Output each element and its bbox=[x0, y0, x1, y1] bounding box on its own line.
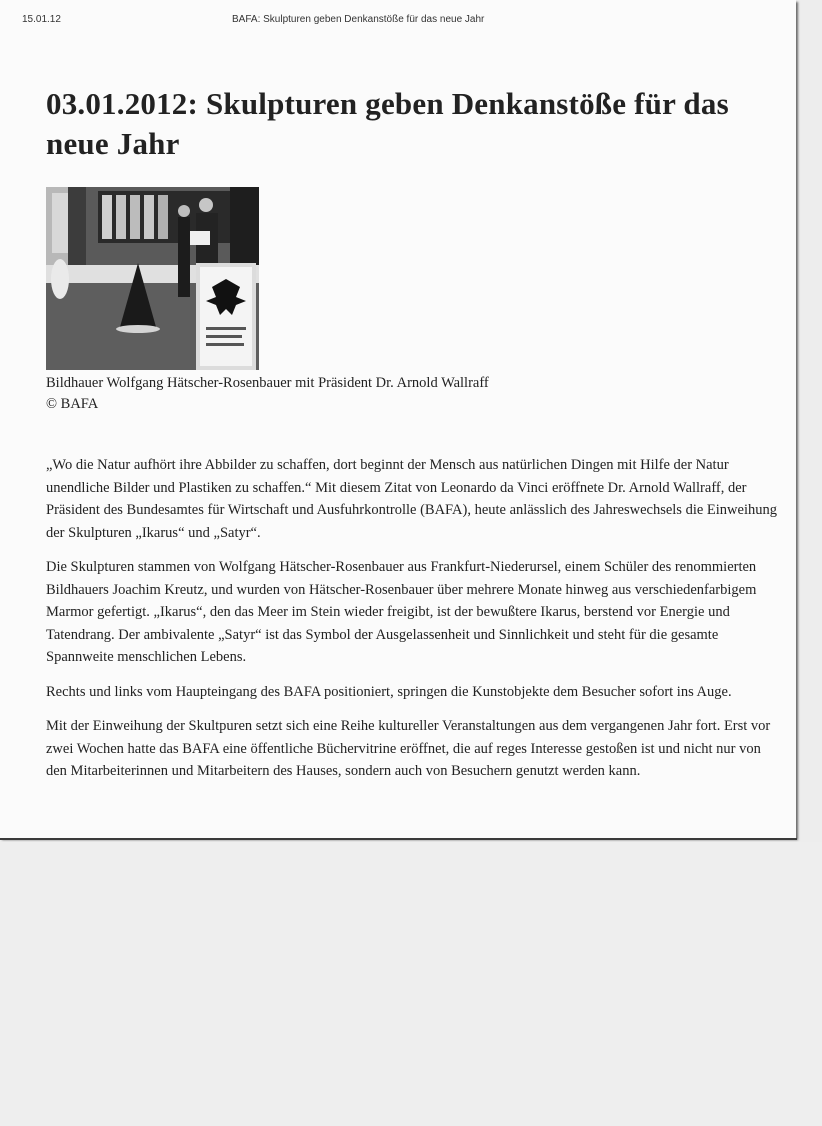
blank-scan-area bbox=[0, 842, 822, 1126]
photo-caption bbox=[46, 373, 766, 415]
print-page-title: BAFA: Skulpturen geben Denkanstöße für das neue Jahr bbox=[232, 14, 485, 25]
sheet-edge bbox=[0, 838, 797, 840]
paragraph: Die Skulpturen stammen von Wolfgang Hätscher-Rosenbauer aus Frankfurt-Niederursel, einem Schüler des renommierten Bildhauers Joachim Kreutz, und wurden von Hätscher-Rosenbauer über mehrere Monate hinweg aus verschiedenfarbigem Marmor gefertigt. „Ikarus“, den das Meer im Stein wieder freigibt, ist der bewußtere Ikarus, berstend vor Energie und Tatendrang. Der ambivalente „Satyr“ ist das Symbol der Ausgelassenheit und Sinnlichkeit und steht für die gesamte Spannweite menschlichen Lebens. bbox=[46, 559, 757, 665]
article-body bbox=[46, 454, 781, 795]
article-photo bbox=[46, 187, 259, 370]
print-header bbox=[0, 14, 796, 28]
article-headline: 03.01.2012: Skulpturen geben Denkanstöße für das neue Jahr bbox=[46, 86, 729, 161]
paragraph: „Wo die Natur aufhört ihre Abbilder zu schaffen, dort beginnt der Mensch aus natürlichen Dingen mit Hilfe der Natur unendliche Bilder und Plastiken zu schaffen.“ Mit diesem Zitat von Leonardo da Vinci eröffnete Dr. Arnold Wallraff, der Präsident des Bundesamtes für Wirtschaft und Ausfuhrkontrolle (BAFA), heute anlässlich des Jahreswechsels die Einweihung der Skulpturen „Ikarus“ und „Satyr“. bbox=[46, 457, 777, 541]
print-date: 15.01.12 bbox=[22, 14, 61, 25]
copyright-text: © BAFA bbox=[46, 396, 99, 412]
paragraph: Mit der Einweihung der Skultpuren setzt sich eine Reihe kultureller Veranstaltungen aus dem vergangenen Jahr fort. Erst vor zwei Wochen hatte das BAFA eine öffentliche Büchervitrine eröffnet, die auf reges Interesse gestoßen ist und nicht nur von den Mitarbeiterinnen und Mitarbeitern des Hauses, sondern auch von Besuchern genutzt werden kann. bbox=[46, 718, 771, 779]
paragraph: Rechts und links vom Haupteingang des BAFA positioniert, springen die Kunstobjekte dem Besucher sofort ins Auge. bbox=[46, 683, 732, 700]
caption-text: Bildhauer Wolfgang Hätscher-Rosenbauer mit Präsident Dr. Arnold Wallraff bbox=[46, 375, 489, 391]
